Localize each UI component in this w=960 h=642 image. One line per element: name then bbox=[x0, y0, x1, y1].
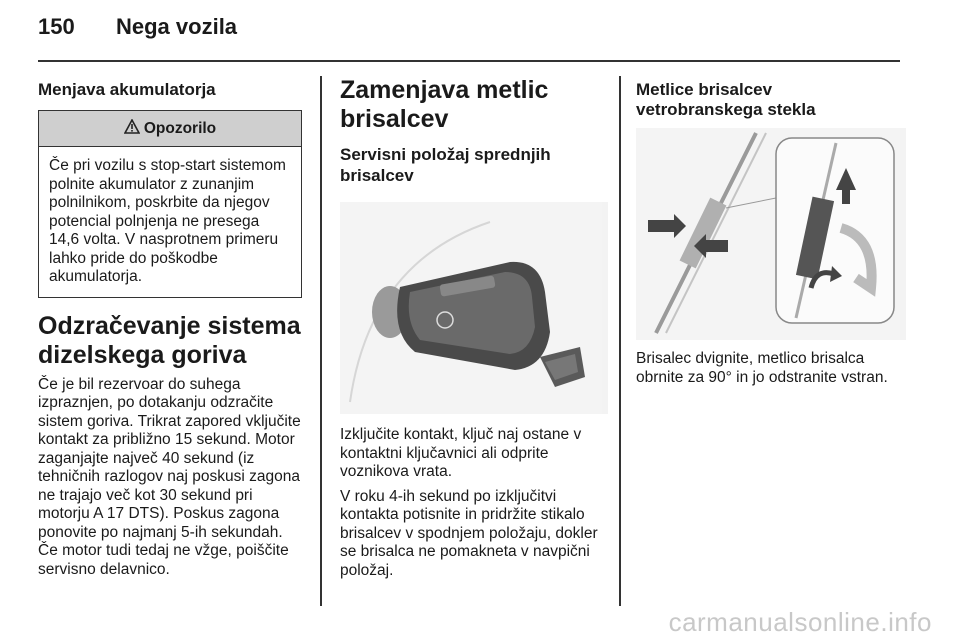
warning-text: Če pri vozilu s stop-start sistemom polnite akumulator z zunanjim polnilnikom, poskrbite da njegov potencial polnjenja ne presega 14,6 volta. V nasprotnem primeru lahko pride do poškodbe akumulatorja. bbox=[49, 157, 286, 285]
warning-box bbox=[38, 110, 302, 298]
page-title: Nega vozila bbox=[116, 14, 238, 39]
column-2 bbox=[340, 72, 608, 580]
service-paragraph-1: Izključite kontakt, ključ naj ostane v kontaktni ključavnici ali odprite voznikova vrata. bbox=[340, 426, 582, 480]
column-divider-1 bbox=[320, 76, 322, 606]
column-3 bbox=[636, 72, 906, 387]
warning-title: Opozorilo bbox=[143, 119, 217, 137]
header-divider bbox=[38, 60, 900, 62]
service-paragraph-2: V roku 4-ih sekund po izključitvi kontakta potisnite in pridržite stikalo brisalcev v spodnjem položaju, dokler se brisalca ne pomakneta v navpični položaj. bbox=[340, 487, 598, 579]
service-position-heading: Servisni položaj sprednjih brisalcev bbox=[340, 145, 551, 185]
warning-header bbox=[39, 111, 301, 147]
column-1 bbox=[38, 72, 306, 579]
wiper-blades-heading: Metlice brisalcev vetrobranskega stekla bbox=[636, 80, 816, 119]
warning-triangle-icon bbox=[124, 119, 140, 139]
battery-heading: Menjava akumulatorja bbox=[38, 80, 216, 99]
wiper-blade-illustration bbox=[636, 128, 906, 340]
bleed-heading: Odzračevanje sistema dizelskega goriva bbox=[38, 311, 301, 369]
wiper-blades-paragraph: Brisalec dvignite, metlico brisalca obrnite za 90° in jo odstranite vstran. bbox=[636, 350, 888, 386]
watermark-text: carmanualsonline.info bbox=[668, 607, 932, 637]
page-number: 150 bbox=[38, 14, 75, 39]
page-header bbox=[38, 14, 237, 48]
bleed-text: Če je bil rezervoar do suhega izpraznjen, po dotakanju odzračite sistem goriva. Trikrat zapored vključite kontakt za približno 15 sekund. Motor zaganjajte največ 40 sekund (iz tehničnih razlogov naj poskusi zagona ne trajajo več kot 30 sekund pri motorju A 17 DTS). Poskus zagona ponovite po najmanj 5-ih sekundah. Če motor tudi tedaj ne vžge, poiščite servisno delavnico. bbox=[38, 375, 301, 578]
wiper-stalk-illustration bbox=[340, 202, 608, 414]
column-divider-2 bbox=[619, 76, 621, 606]
wiper-replacement-heading: Zamenjava metlic brisalcev bbox=[340, 76, 549, 133]
